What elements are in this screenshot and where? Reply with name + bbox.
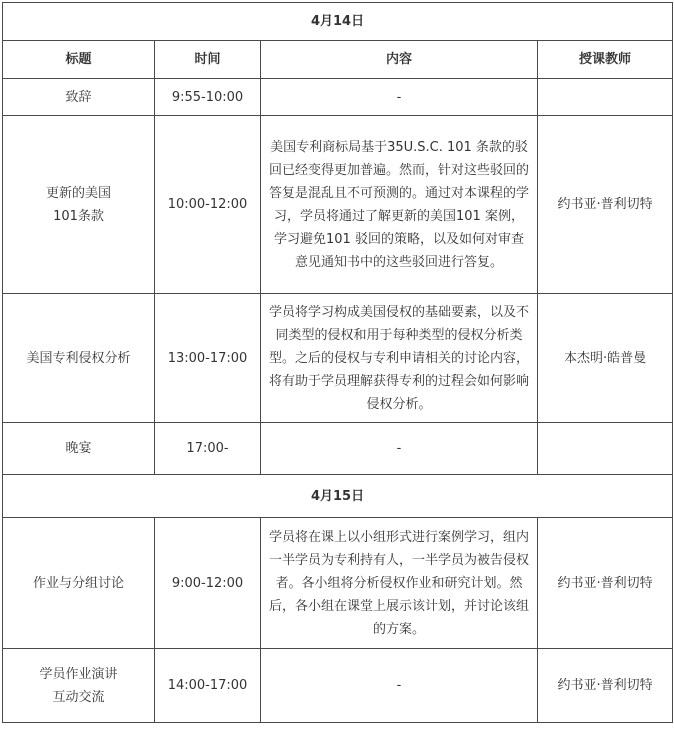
- table-row: [3, 116, 673, 294]
- day-date: 4月15日: [3, 475, 673, 518]
- session-time: 13:00-17:00: [155, 294, 261, 423]
- session-time: 10:00-12:00: [155, 116, 261, 294]
- table-row: [3, 79, 673, 116]
- session-time: 17:00-: [155, 423, 261, 475]
- session-content: -: [261, 649, 538, 723]
- session-title-line: 互动交流: [52, 689, 105, 705]
- session-title: [3, 518, 155, 649]
- header-title: 标题: [3, 41, 155, 79]
- header-teacher: 授课教师: [538, 41, 673, 79]
- session-time: 9:00-12:00: [155, 518, 261, 649]
- session-teacher: [538, 79, 673, 116]
- session-title-line: 晚宴: [65, 441, 92, 456]
- day-header-row: [3, 3, 673, 41]
- session-title-line: 101条款: [53, 208, 104, 224]
- schedule-table: [2, 2, 673, 723]
- session-time: 9:55-10:00: [155, 79, 261, 116]
- table-row: [3, 423, 673, 475]
- table-row: [3, 649, 673, 723]
- session-title: [3, 649, 155, 723]
- table-row: [3, 518, 673, 649]
- session-teacher: [538, 423, 673, 475]
- session-title-line: 作业与分组讨论: [32, 575, 124, 591]
- session-title: [3, 116, 155, 294]
- session-content: -: [261, 79, 538, 116]
- day-date: 4月14日: [3, 3, 673, 41]
- session-teacher: 约书亚·普利切特: [538, 649, 673, 723]
- session-teacher: 约书亚·普利切特: [538, 116, 673, 294]
- session-title-line: 致辞: [65, 89, 92, 105]
- column-header-row: [3, 41, 673, 79]
- session-teacher: 本杰明·皓普曼: [538, 294, 673, 423]
- session-title-line: 更新的美国: [45, 185, 111, 201]
- session-title-line: 学员作业演讲: [39, 666, 118, 682]
- session-title: [3, 294, 155, 423]
- session-time: 14:00-17:00: [155, 649, 261, 723]
- session-title: [3, 423, 155, 475]
- session-content: 学员将在课上以小组形式进行案例学习，组内一半学员为专利持有人，一半学员为被告侵权者。各小组将分析侵权作业和研究计划。然后，各小组在课堂上展示该计划，并讨论该组的方案。: [261, 518, 538, 649]
- day-header-row: [3, 475, 673, 518]
- session-content: 学员将学习构成美国侵权的基础要素，以及不同类型的侵权和用于每种类型的侵权分析类型。之后的侵权与专利申请相关的讨论内容，将有助于学员理解获得专利的过程会如何影响侵权分析。: [261, 294, 538, 423]
- session-title: [3, 79, 155, 116]
- session-teacher: 约书亚·普利切特: [538, 518, 673, 649]
- session-title-line: 美国专利侵权分析: [26, 350, 131, 366]
- header-time: 时间: [155, 41, 261, 79]
- session-content: 美国专利商标局基于35U.S.C. 101 条款的驳回已经变得更加普遍。然而，针对这些驳回的答复是混乱且不可预测的。通过对本课程的学习，学员将通过了解更新的美国101 案例，学习避免101 驳回的策略，以及如何对审查意见通知书中的这些驳回进行答复。: [261, 116, 538, 294]
- session-content: -: [261, 423, 538, 475]
- table-row: [3, 294, 673, 423]
- header-content: 内容: [261, 41, 538, 79]
